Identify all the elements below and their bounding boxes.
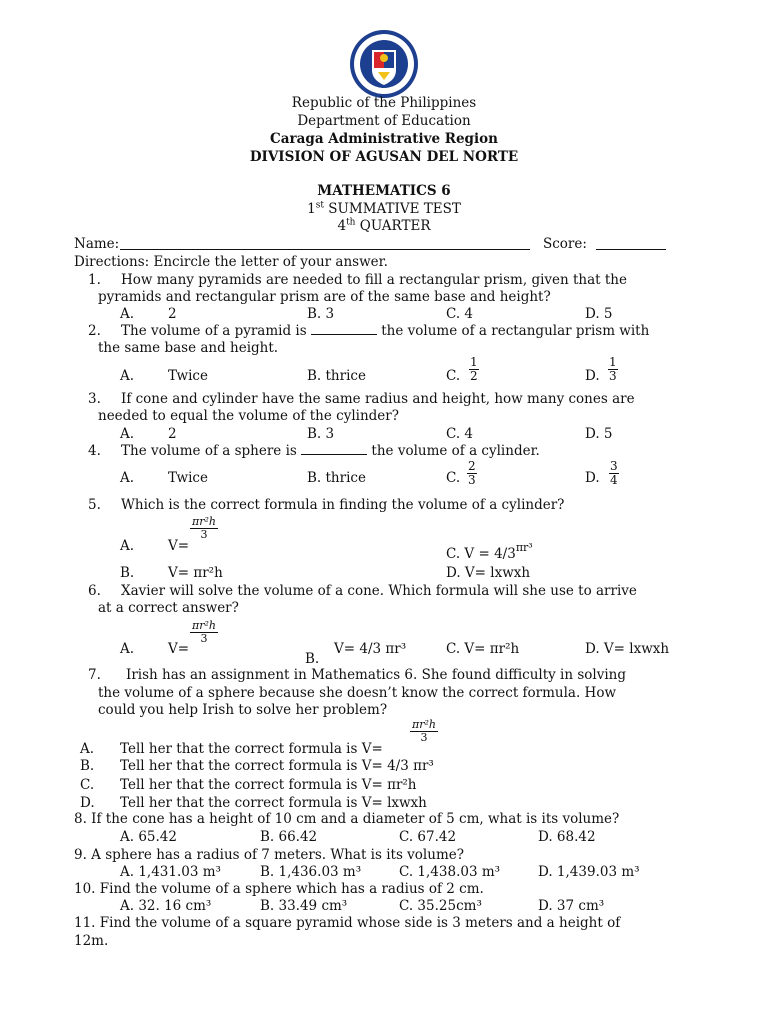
q3-choice-b[interactable]: B. 3 bbox=[307, 426, 335, 442]
q3-number: 3. bbox=[88, 391, 101, 407]
q8-choice-b[interactable]: B. 66.42 bbox=[260, 829, 318, 845]
q8-text-line1: 8. If the cone has a height of 10 cm and a diameter of 5 cm, what is its volume? bbox=[74, 811, 620, 827]
q2-text-line2: the same base and height. bbox=[98, 340, 279, 356]
q2-text-line1: The volume of a pyramid is the volume of a rectangular prism with bbox=[121, 323, 650, 339]
q1-choice-a[interactable]: A. bbox=[120, 306, 135, 322]
q7-choice-c[interactable]: C. bbox=[80, 777, 95, 793]
q9-choice-c[interactable]: C. 1,438.03 m³ bbox=[399, 864, 501, 880]
header-department: Department of Education bbox=[297, 113, 471, 129]
q8-choice-d[interactable]: D. 68.42 bbox=[538, 829, 596, 845]
q4-choice-a[interactable]: A. bbox=[120, 470, 135, 486]
q8-choice-a[interactable]: A. 65.42 bbox=[120, 829, 177, 845]
q6-choice-d[interactable]: D. V= lxwxh bbox=[585, 641, 670, 657]
q9-choice-a[interactable]: A. 1,431.03 m³ bbox=[120, 864, 221, 880]
q6-text-line1: Xavier will solve the volume of a cone. Which formula will she use to arrive bbox=[121, 583, 637, 599]
q2-choice-d[interactable]: D. bbox=[585, 368, 600, 384]
q6-choice-c[interactable]: C. V= πr²h bbox=[446, 641, 520, 657]
q3-choice-c[interactable]: C. 4 bbox=[446, 426, 474, 442]
test-subject: MATHEMATICS 6 bbox=[317, 183, 451, 199]
q11-text-line1: 11. Find the volume of a square pyramid whose side is 3 meters and a height of bbox=[74, 915, 621, 931]
q4-text-line1: The volume of a sphere is the volume of a cylinder. bbox=[121, 443, 540, 459]
q9-text-line1: 9. A sphere has a radius of 7 meters. What is its volume? bbox=[74, 847, 464, 863]
q1-choice-a-text: 2 bbox=[168, 306, 177, 322]
q7-choice-b[interactable]: B. bbox=[80, 758, 95, 774]
header-region: Caraga Administrative Region bbox=[270, 131, 498, 147]
q1-text-line1: How many pyramids are needed to fill a rectangular prism, given that the bbox=[121, 272, 627, 288]
q5-choice-b[interactable]: B. bbox=[120, 565, 135, 581]
q2-blank bbox=[311, 322, 377, 335]
q10-choice-b[interactable]: B. 33.49 cm³ bbox=[260, 898, 348, 914]
q4-choice-d[interactable]: D. bbox=[585, 470, 600, 486]
name-label: Name: bbox=[74, 236, 120, 252]
q4-choice-d-fraction: $\frac{3}{4}$ bbox=[610, 459, 618, 487]
q10-choice-c[interactable]: C. 35.25cm³ bbox=[399, 898, 482, 914]
q4-choice-c-fraction: $\frac{2}{3}$ bbox=[468, 459, 476, 487]
name-field[interactable] bbox=[120, 235, 530, 250]
q6-formula-fraction: πr²h 3 bbox=[192, 619, 216, 645]
q1-choice-b[interactable]: B. 3 bbox=[307, 306, 335, 322]
q7-text-line2: the volume of a sphere because she doesn’t know the correct formula. How bbox=[98, 685, 617, 701]
q7-choice-a[interactable]: A. bbox=[80, 741, 95, 757]
q2-choice-b[interactable]: B. thrice bbox=[307, 368, 366, 384]
test-quarter: 4th QUARTER bbox=[337, 217, 431, 234]
header-republic: Republic of the Philippines bbox=[291, 95, 477, 111]
q8-choice-c[interactable]: C. 67.42 bbox=[399, 829, 457, 845]
q6-choice-b-text: V= 4/3 πr³ bbox=[334, 641, 407, 657]
directions: Directions: Encircle the letter of your answer. bbox=[74, 254, 388, 270]
deped-seal-logo bbox=[345, 28, 423, 100]
q5-choice-a-text: V= bbox=[168, 538, 190, 554]
q4-choice-c[interactable]: C. bbox=[446, 470, 461, 486]
q7-choice-d-text: Tell her that the correct formula is V= lxwxh bbox=[120, 795, 427, 811]
q6-choice-b[interactable]: B. bbox=[305, 651, 320, 667]
q7-formula-fraction: πr²h 3 bbox=[412, 718, 436, 744]
q4-choice-a-text: Twice bbox=[168, 470, 208, 486]
q1-number: 1. bbox=[88, 272, 101, 288]
q7-text-line3: could you help Irish to solve her problem? bbox=[98, 702, 388, 718]
q3-choice-a-text: 2 bbox=[168, 426, 177, 442]
q5-choice-c[interactable]: C. $V = 4/3^{\pi r^3}$ bbox=[446, 541, 533, 562]
q6-choice-a-text: V= bbox=[168, 641, 190, 657]
q3-choice-a[interactable]: A. bbox=[120, 426, 135, 442]
q10-choice-a[interactable]: A. 32. 16 cm³ bbox=[120, 898, 212, 914]
q2-choice-c[interactable]: C. bbox=[446, 368, 461, 384]
q4-choice-b[interactable]: B. thrice bbox=[307, 470, 366, 486]
q2-number: 2. bbox=[88, 323, 101, 339]
q2-choice-a[interactable]: A. bbox=[120, 368, 135, 384]
q10-choice-d[interactable]: D. 37 cm³ bbox=[538, 898, 605, 914]
score-field[interactable] bbox=[596, 235, 666, 250]
q2-choice-c-fraction: $\frac{1}{2}$ bbox=[470, 355, 478, 383]
q7-choice-a-text: Tell her that the correct formula is V= bbox=[120, 741, 383, 757]
q5-choice-a[interactable]: A. bbox=[120, 538, 135, 554]
q5-formula-fraction: πr²h 3 bbox=[192, 515, 216, 541]
q9-choice-b[interactable]: B. 1,436.03 m³ bbox=[260, 864, 362, 880]
q5-choice-d[interactable]: D. V= lxwxh bbox=[446, 565, 531, 581]
q1-text-line2: pyramids and rectangular prism are of the same base and height? bbox=[98, 289, 551, 305]
q6-text-line2: at a correct answer? bbox=[98, 600, 239, 616]
q4-number: 4. bbox=[88, 443, 101, 459]
test-summative: 1st SUMMATIVE TEST bbox=[307, 200, 461, 217]
q3-text-line1: If cone and cylinder have the same radius and height, how many cones are bbox=[121, 391, 635, 407]
q7-choice-b-text: Tell her that the correct formula is V= 4/3 πr³ bbox=[120, 758, 434, 774]
q1-choice-d[interactable]: D. 5 bbox=[585, 306, 613, 322]
q7-choice-d[interactable]: D. bbox=[80, 795, 95, 811]
q2-choice-d-fraction: $\frac{1}{3}$ bbox=[609, 355, 617, 383]
q1-choice-c[interactable]: C. 4 bbox=[446, 306, 474, 322]
q5-choice-b-text: V= πr²h bbox=[168, 565, 223, 581]
q11-text-line2: 12m. bbox=[74, 933, 109, 949]
q3-text-line2: needed to equal the volume of the cylinder? bbox=[98, 408, 399, 424]
header-division: DIVISION OF AGUSAN DEL NORTE bbox=[249, 149, 519, 165]
q5-number: 5. bbox=[88, 497, 101, 513]
q4-blank bbox=[301, 442, 367, 455]
q6-number: 6. bbox=[88, 583, 101, 599]
q9-choice-d[interactable]: D. 1,439.03 m³ bbox=[538, 864, 640, 880]
q2-choice-a-text: Twice bbox=[168, 368, 208, 384]
score-label: Score: bbox=[543, 236, 587, 252]
q10-text-line1: 10. Find the volume of a sphere which has a radius of 2 cm. bbox=[74, 881, 484, 897]
q7-number: 7. bbox=[88, 667, 101, 683]
q6-choice-a[interactable]: A. bbox=[120, 641, 135, 657]
q7-choice-c-text: Tell her that the correct formula is V= πr²h bbox=[120, 777, 417, 793]
q5-text-line1: Which is the correct formula in finding the volume of a cylinder? bbox=[121, 497, 565, 513]
q3-choice-d[interactable]: D. 5 bbox=[585, 426, 613, 442]
q7-text-line1: Irish has an assignment in Mathematics 6. She found difficulty in solving bbox=[126, 667, 627, 683]
